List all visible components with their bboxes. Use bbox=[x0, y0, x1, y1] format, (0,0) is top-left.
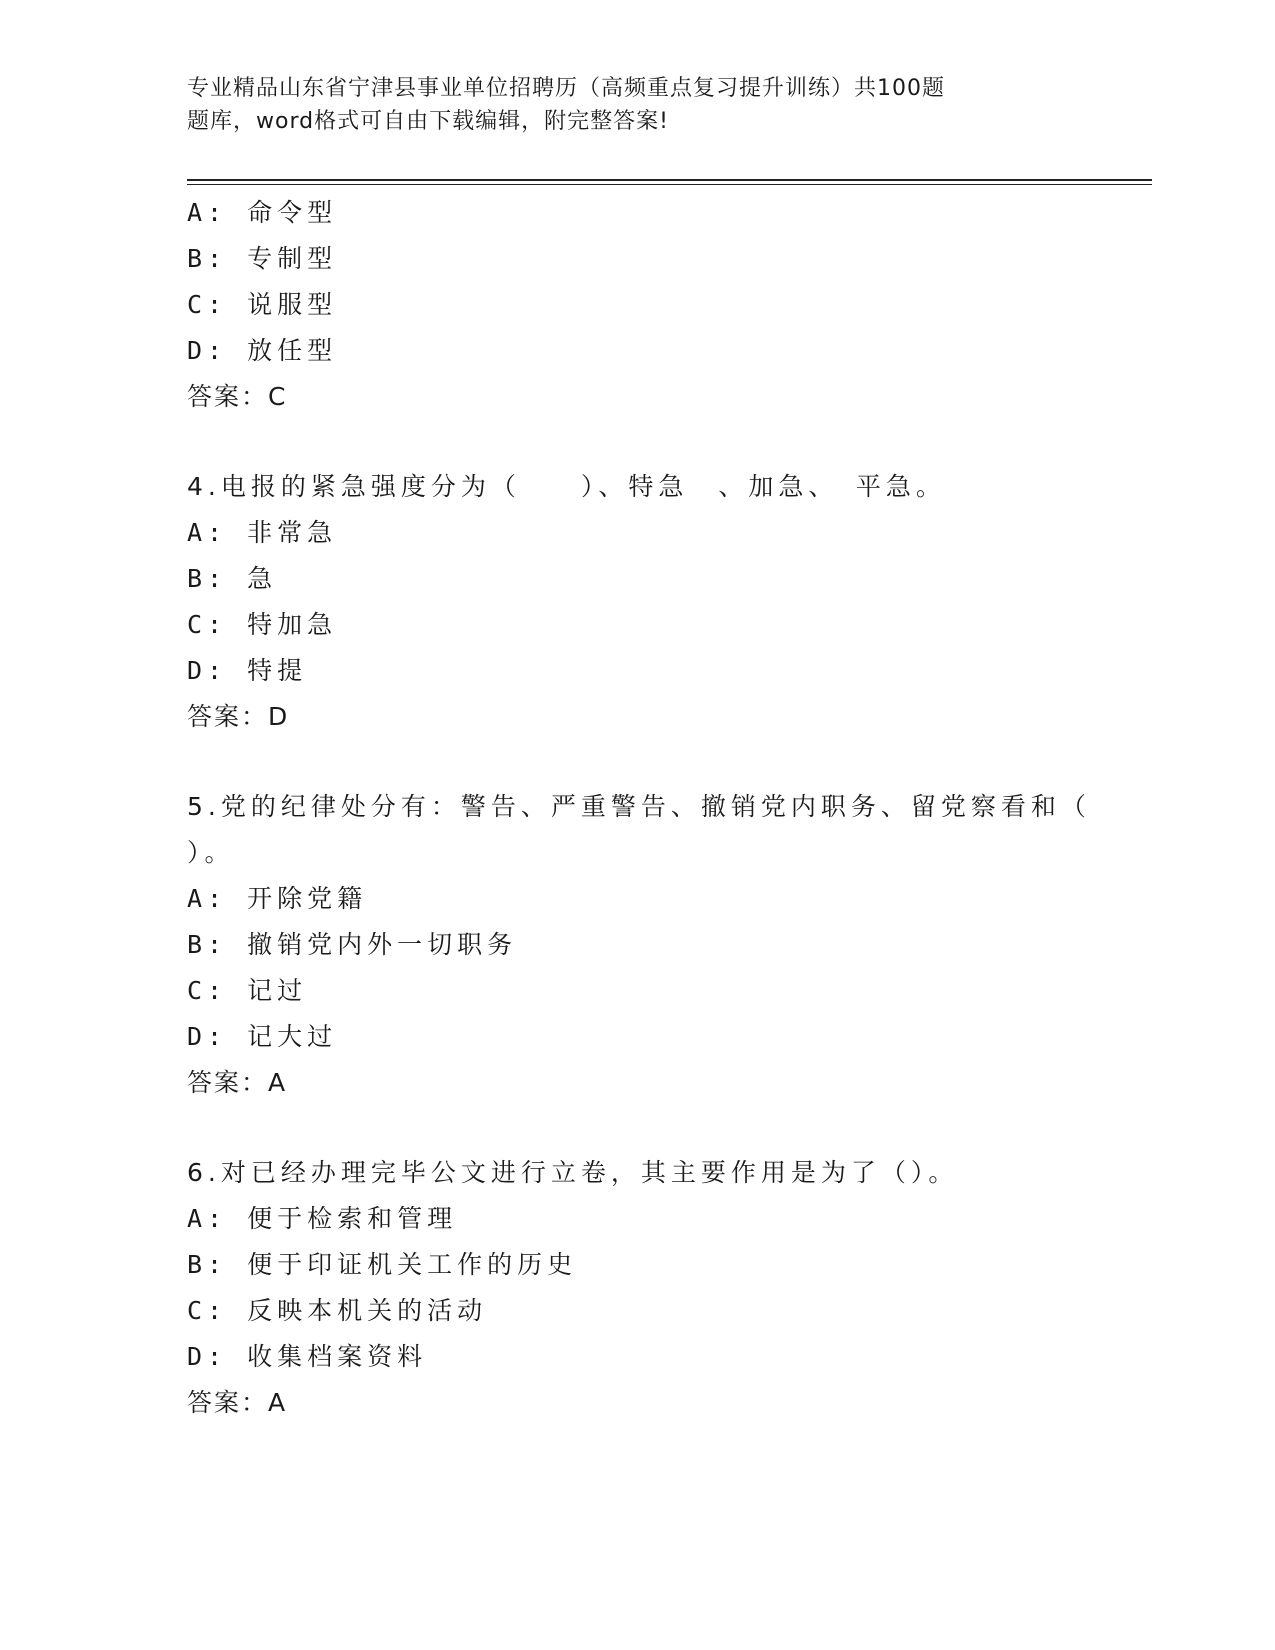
spacer bbox=[187, 740, 1087, 784]
answer-line: 答案：C bbox=[187, 382, 288, 411]
option-letter: C: bbox=[187, 290, 228, 319]
option-c bbox=[187, 602, 1087, 648]
option-letter: A: bbox=[187, 884, 228, 913]
option-letter: A: bbox=[187, 1204, 228, 1233]
option-text: 急 bbox=[247, 564, 278, 593]
option-text: 特加急 bbox=[247, 610, 338, 639]
document-header bbox=[187, 72, 1017, 138]
option-letter: D: bbox=[187, 656, 228, 685]
question-text: 6.对已经办理完毕公文进行立卷，其主要作用是为了（）。 bbox=[187, 1158, 959, 1187]
answer-line: 答案：D bbox=[187, 702, 290, 731]
option-letter: A: bbox=[187, 518, 228, 547]
option-letter: D: bbox=[187, 1342, 228, 1371]
option-letter: A: bbox=[187, 198, 228, 227]
option-text: 便于检索和管理 bbox=[247, 1204, 458, 1233]
header-divider-thick bbox=[187, 179, 1152, 181]
option-letter: B: bbox=[187, 564, 228, 593]
header-divider-thin bbox=[187, 184, 1152, 185]
option-text: 开除党籍 bbox=[247, 884, 368, 913]
option-text: 非常急 bbox=[247, 518, 338, 547]
option-letter: C: bbox=[187, 976, 228, 1005]
option-letter: B: bbox=[187, 930, 228, 959]
option-letter: B: bbox=[187, 244, 228, 273]
option-d bbox=[187, 1014, 1087, 1060]
option-a bbox=[187, 1196, 1087, 1242]
question-block-5 bbox=[187, 784, 1091, 1106]
option-c bbox=[187, 1288, 1087, 1334]
question-list bbox=[187, 190, 1091, 1426]
question-block-4 bbox=[187, 464, 1087, 740]
option-text: 特提 bbox=[247, 656, 308, 685]
option-text: 专制型 bbox=[247, 244, 338, 273]
option-text: 收集档案资料 bbox=[247, 1342, 428, 1371]
spacer bbox=[187, 1106, 1087, 1150]
option-text: 说服型 bbox=[247, 290, 338, 319]
option-text: 记过 bbox=[247, 976, 308, 1005]
option-letter: C: bbox=[187, 610, 228, 639]
option-text: 反映本机关的活动 bbox=[247, 1296, 488, 1325]
option-text: 撤销党内外一切职务 bbox=[247, 930, 518, 959]
option-b bbox=[187, 236, 1087, 282]
option-text: 便于印证机关工作的历史 bbox=[247, 1250, 578, 1279]
answer-line: 答案：A bbox=[187, 1068, 288, 1097]
option-letter: D: bbox=[187, 1022, 228, 1051]
option-letter: B: bbox=[187, 1250, 228, 1279]
option-text: 记大过 bbox=[247, 1022, 338, 1051]
option-d bbox=[187, 328, 1087, 374]
question-text-line-1: 5.党的纪律处分有：警告、严重警告、撤销党内职务、留党察看和（ bbox=[187, 792, 1091, 821]
header-title-line-1: 专业精品山东省宁津县事业单位招聘历（高频重点复习提升训练）共100题 bbox=[187, 76, 945, 101]
option-a bbox=[187, 190, 1087, 236]
option-c bbox=[187, 282, 1087, 328]
option-a bbox=[187, 876, 1087, 922]
option-letter: C: bbox=[187, 1296, 228, 1325]
option-letter: D: bbox=[187, 336, 228, 365]
option-text: 命令型 bbox=[247, 198, 338, 227]
header-title-line-2: 题库，word格式可自由下载编辑，附完整答案! bbox=[187, 109, 669, 134]
option-d bbox=[187, 648, 1087, 694]
option-a bbox=[187, 510, 1087, 556]
question-text: 4.电报的紧急强度分为（ ）、特急 、加急、 平急。 bbox=[187, 472, 946, 501]
option-b bbox=[187, 556, 1087, 602]
option-c bbox=[187, 968, 1087, 1014]
option-text: 放任型 bbox=[247, 336, 338, 365]
option-d bbox=[187, 1334, 1087, 1380]
option-b bbox=[187, 922, 1087, 968]
spacer bbox=[187, 420, 1087, 464]
question-block-6 bbox=[187, 1150, 1087, 1426]
option-b bbox=[187, 1242, 1087, 1288]
question-text-line-2: ）。 bbox=[187, 838, 235, 867]
answer-line: 答案：A bbox=[187, 1388, 288, 1417]
question-block-3 bbox=[187, 190, 1087, 420]
